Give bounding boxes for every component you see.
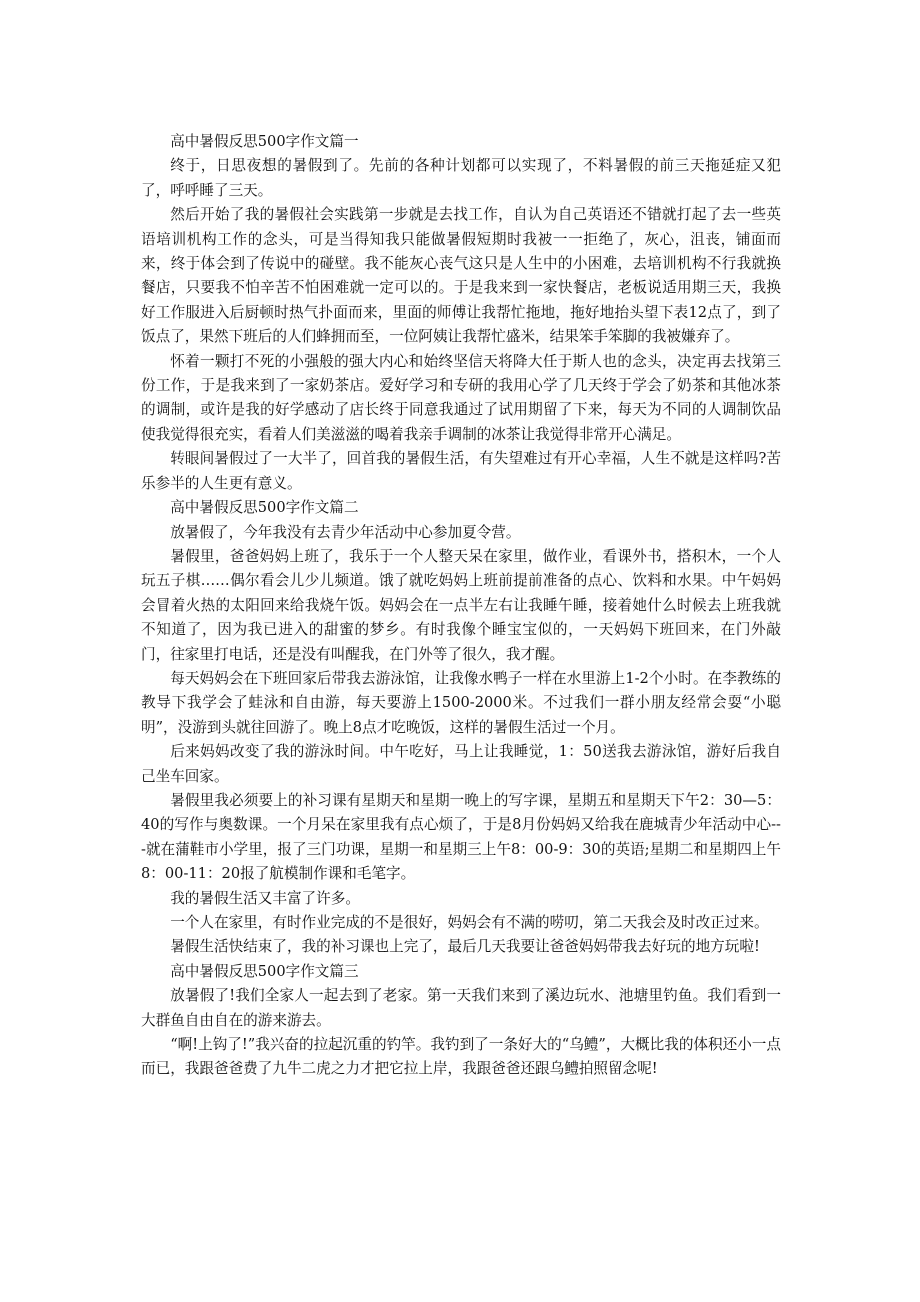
paragraph: 每天妈妈会在下班回家后带我去游泳馆，让我像水鸭子一样在水里游上1-2个小时。在李教练的教导下我学会了蛙泳和自由游，每天要游上1500-2000米。不过我们一群小朋友经常会耍“小聪明”，没游到头就往回游了。晚上8点才吃晚饭，这样的暑假生活过一个月。 [141,669,781,736]
paragraph: “啊!上钩了!”我兴奋的拉起沉重的钓竿。我钓到了一条好大的“乌鳢”，大概比我的体积还小一点而已，我跟爸爸费了九牛二虎之力才把它拉上岸，我跟爸爸还跟乌鳢拍照留念呢! [141,1036,781,1078]
paragraph: 放暑假了，今年我没有去青少年活动中心参加夏令营。 [170,523,521,541]
paragraph: 转眼间暑假过了一大半了，回首我的暑假生活，有失望难过有开心幸福，人生不就是这样吗?苦乐参半的人生更有意义。 [141,450,781,492]
paragraph: 放暑假了!我们全家人一起去到了老家。第一天我们来到了溪边玩水、池塘里钓鱼。我们看到一大群鱼自由自在的游来游去。 [141,987,781,1029]
paragraph: 终于，日思夜想的暑假到了。先前的各种计划都可以实现了，不料暑假的前三天拖延症又犯了，呼呼睡了三天。 [141,157,781,199]
paragraph: 然后开始了我的暑假社会实践第一步就是去找工作，自认为自己英语还不错就打起了去一些英语培训机构工作的念头，可是当得知我只能做暑假短期时我被一一拒绝了，灰心，沮丧，铺面而来，终于体会到了传说中的碰壁。我不能灰心丧气这只是人生中的小困难，去培训机构不行我就换餐店，只要我不怕辛苦不怕困难就一定可以的。于是我来到一家快餐店，老板说适用期三天，我换好工作服进入后厨顿时热气扑面而来，里面的师傅让我帮忙拖地，拖好地抬头望下表12点了，到了饭点了，果然下班后的人们蜂拥而至，一位阿姨让我帮忙盛米，结果笨手笨脚的我被嫌弃了。 [141,206,781,346]
paragraph: 暑假里我必须要上的补习课有星期天和星期一晚上的写字课，星期五和星期天下午2：30—5：40的写作与奥数课。一个月呆在家里我有点心烦了，于是8月份妈妈又给我在鹿城青少年活动中心---就在蒲鞋市小学里，报了三门功课，星期一和星期三上午8：00-9：30的英语;星期二和星期四上午8：00-11：20报了航模制作课和毛笔字。 [141,791,781,883]
paragraph: 怀着一颗打不死的小强般的强大内心和始终坚信天将降大任于斯人也的念头，决定再去找第三份工作，于是我来到了一家奶茶店。爱好学习和专研的我用心学了几天终于学会了奶茶和其他冰茶的调制，或许是我的好学感动了店长终于同意我通过了试用期留了下来，每天为不同的人调制饮品使我觉得很充实，看着人们美滋滋的喝着我亲手调制的冰茶让我觉得非常开心满足。 [141,352,781,443]
paragraph: 我的暑假生活又丰富了许多。 [170,889,360,907]
paragraph: 一个人在家里，有时作业完成的不是很好，妈妈会有不满的唠叨，第二天我会及时改正过来。 [170,914,769,931]
document-page [141,130,781,1082]
section-heading-2: 高中暑假反思500字作文篇二 [170,499,359,517]
paragraph: 暑假里，爸爸妈妈上班了，我乐于一个人整天呆在家里，做作业，看课外书，搭积木，一个人玩五子棋……偶尔看会儿少儿频道。饿了就吃妈妈上班前提前准备的点心、饮料和水果。中午妈妈会冒着火热的太阳回来给我烧午饭。妈妈会在一点半左右让我睡午睡，接着她什么时候去上班我就不知道了，因为我已进入的甜蜜的梦乡。有时我像个睡宝宝似的，一天妈妈下班回来，在门外敲门，往家里打电话，还是没有叫醒我，在门外等了很久，我才醒。 [141,547,781,663]
section-heading-3: 高中暑假反思500字作文篇三 [170,962,359,980]
section-heading-1: 高中暑假反思500字作文篇一 [170,133,359,150]
paragraph: 后来妈妈改变了我的游泳时间。中午吃好，马上让我睡觉，1：50送我去游泳馆，游好后我自己坐车回家。 [141,743,781,785]
paragraph: 暑假生活快结束了，我的补习课也上完了，最后几天我要让爸爸妈妈带我去好玩的地方玩啦! [170,938,760,956]
